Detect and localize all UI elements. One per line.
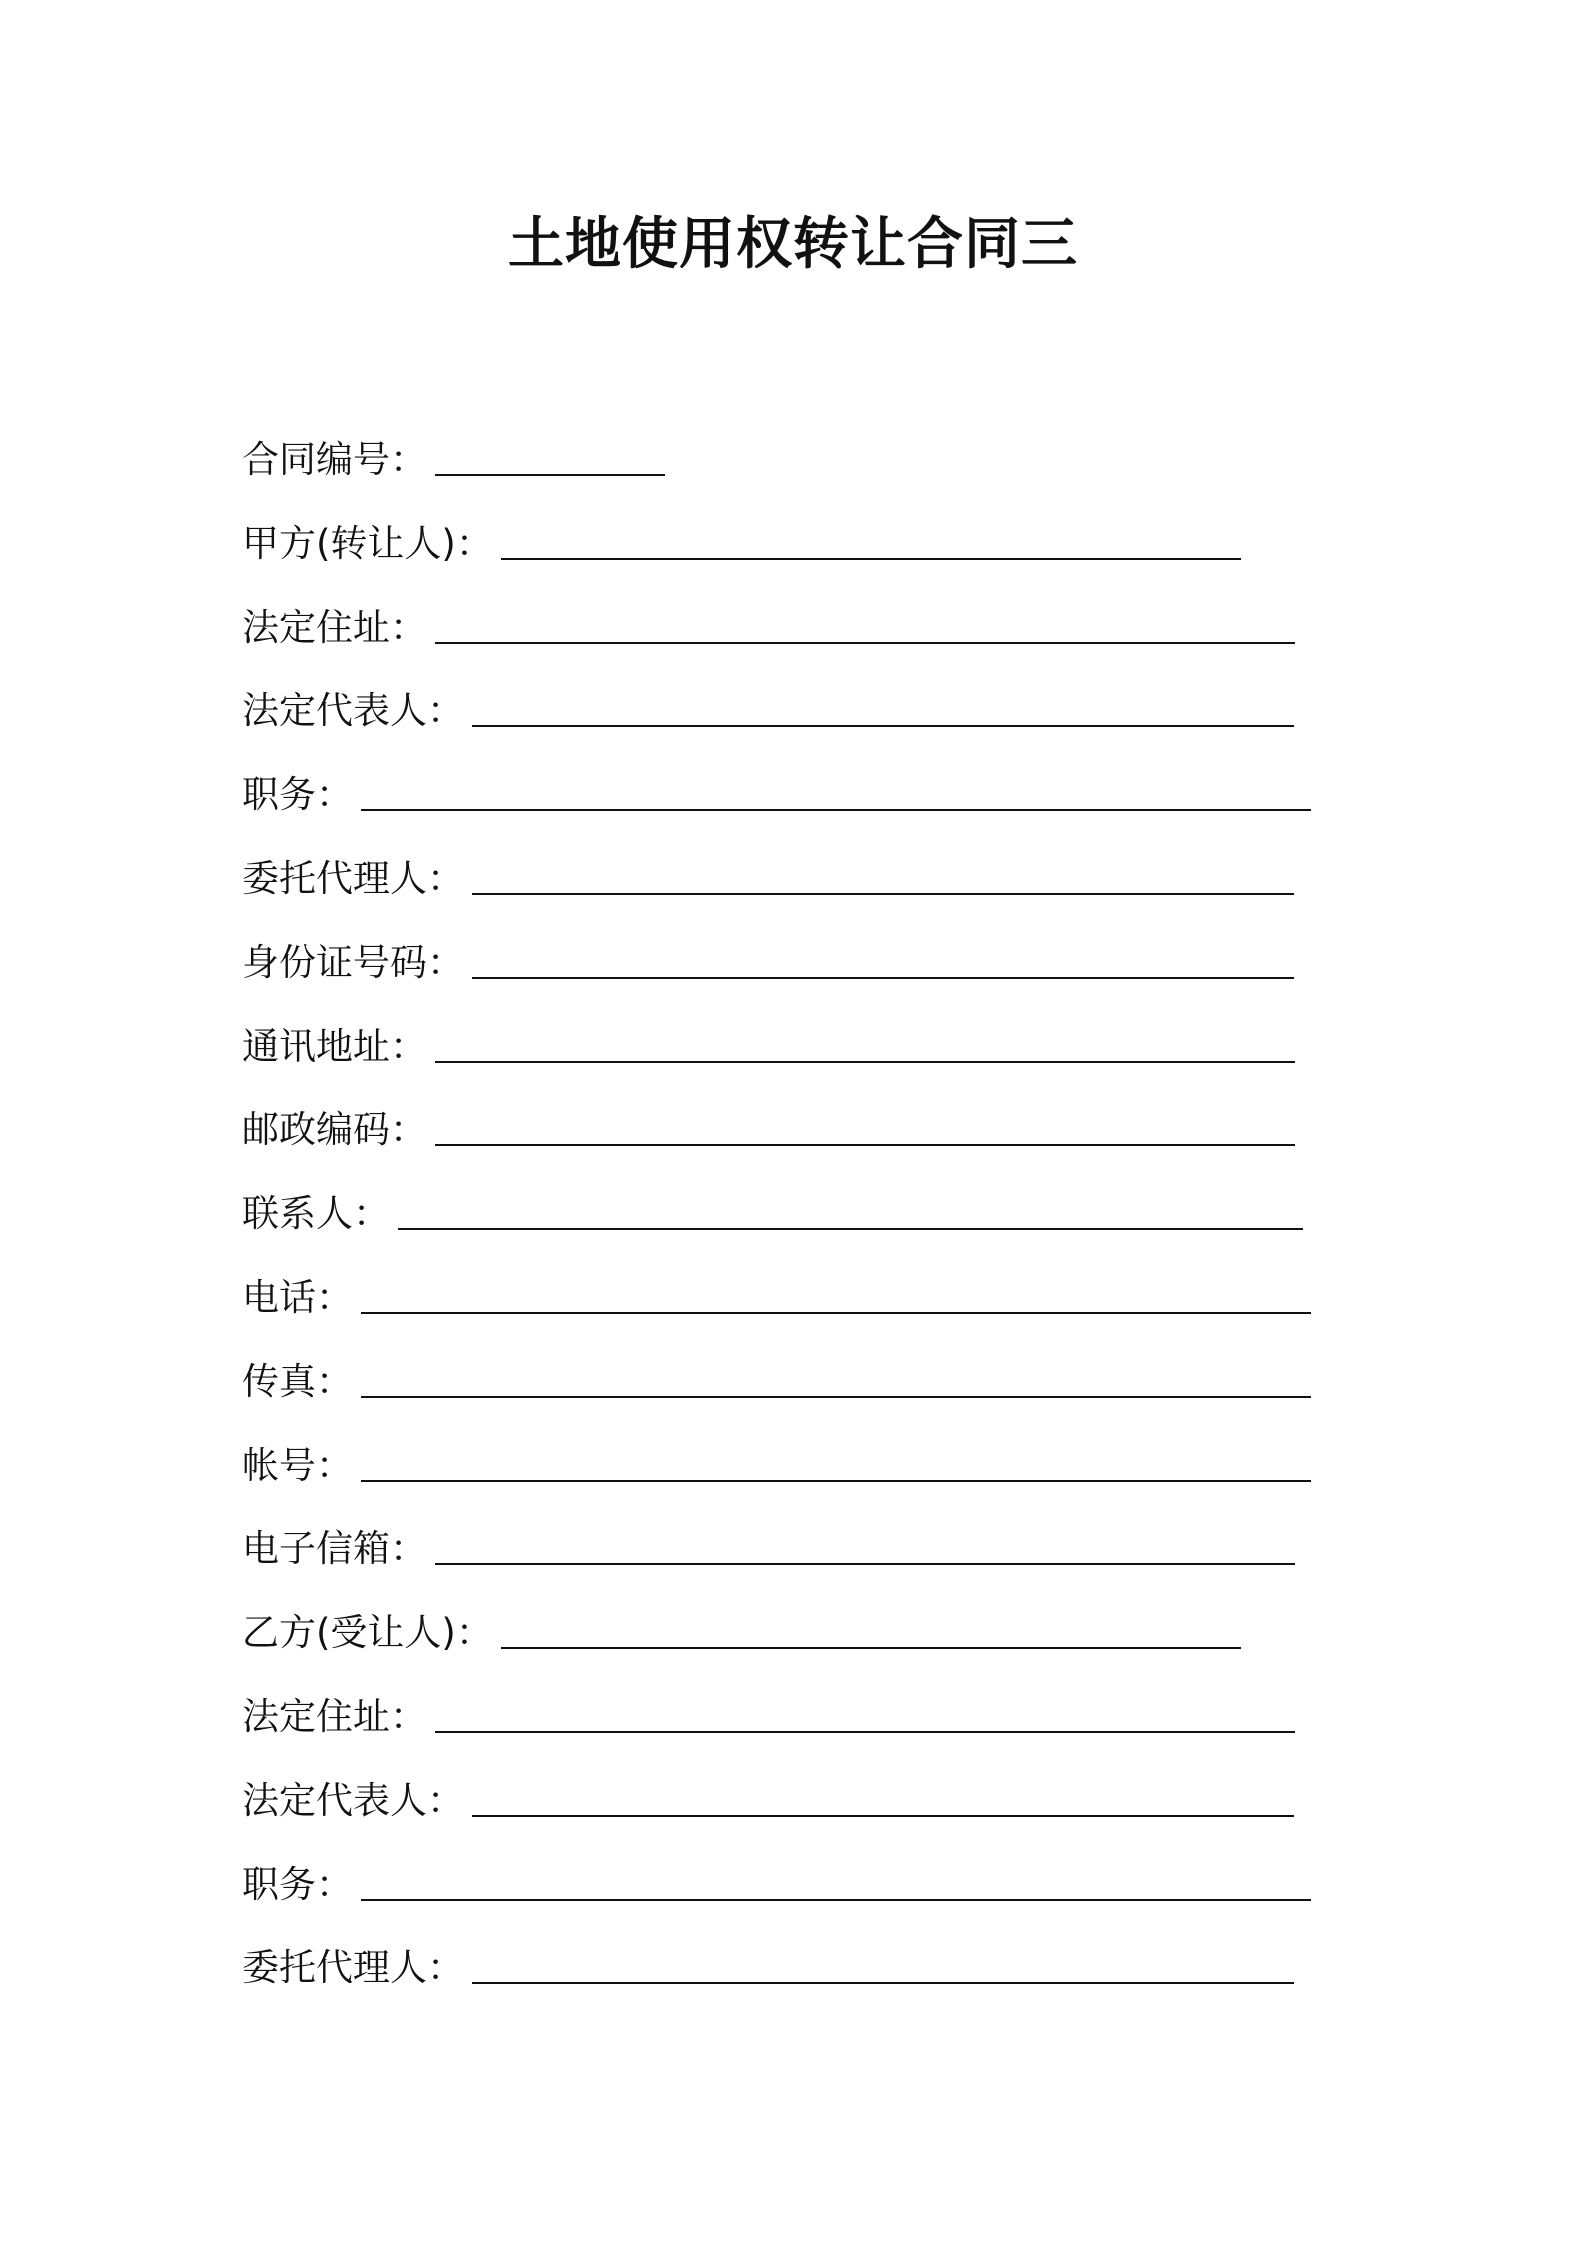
field-phone bbox=[242, 1244, 1352, 1328]
field-authorized-agent-b bbox=[242, 1915, 1352, 1999]
field-label: 帐号： bbox=[242, 1443, 353, 1487]
field-label: 法定住址： bbox=[242, 1694, 427, 1738]
fill-in-blank[interactable] bbox=[435, 642, 1295, 644]
fill-in-blank[interactable] bbox=[361, 809, 1311, 811]
field-label: 乙方(受让人)： bbox=[242, 1611, 493, 1655]
field-contract-number bbox=[242, 398, 1352, 490]
field-label: 邮政编码： bbox=[242, 1108, 427, 1152]
fill-in-blank[interactable] bbox=[361, 1480, 1311, 1482]
fill-in-blank[interactable] bbox=[398, 1228, 1303, 1230]
field-label: 身份证号码： bbox=[242, 940, 464, 984]
field-label: 甲方(转让人)： bbox=[242, 521, 493, 565]
field-email bbox=[242, 1496, 1352, 1580]
field-postal-code bbox=[242, 1077, 1352, 1161]
field-label: 电子信箱： bbox=[242, 1527, 427, 1571]
field-label: 联系人： bbox=[242, 1192, 390, 1236]
field-position-b bbox=[242, 1831, 1352, 1915]
field-label: 法定代表人： bbox=[242, 1778, 464, 1822]
fill-in-blank[interactable] bbox=[472, 977, 1294, 979]
field-label: 传真： bbox=[242, 1359, 353, 1403]
field-legal-representative bbox=[242, 658, 1352, 742]
field-party-a bbox=[242, 490, 1352, 574]
document-title: 土地使用权转让合同三 bbox=[508, 212, 1078, 277]
field-label: 委托代理人： bbox=[242, 1946, 464, 1990]
field-position bbox=[242, 741, 1352, 825]
field-label: 法定代表人： bbox=[242, 689, 464, 733]
field-party-b bbox=[242, 1579, 1352, 1663]
fill-in-blank[interactable] bbox=[361, 1312, 1311, 1314]
field-label: 委托代理人： bbox=[242, 856, 464, 900]
field-id-number bbox=[242, 909, 1352, 993]
contract-fields bbox=[242, 398, 1352, 1998]
fill-in-blank[interactable] bbox=[472, 1815, 1294, 1817]
field-fax bbox=[242, 1328, 1352, 1412]
fill-in-blank[interactable] bbox=[501, 1647, 1241, 1649]
field-legal-address-b bbox=[242, 1663, 1352, 1747]
field-legal-representative-b bbox=[242, 1747, 1352, 1831]
fill-in-blank[interactable] bbox=[435, 1563, 1295, 1565]
fill-in-blank[interactable] bbox=[435, 1731, 1295, 1733]
field-authorized-agent bbox=[242, 825, 1352, 909]
fill-in-blank[interactable] bbox=[472, 1982, 1294, 1984]
field-label: 通讯地址： bbox=[242, 1024, 427, 1068]
field-label: 合同编号： bbox=[242, 438, 427, 481]
field-contact-person bbox=[242, 1160, 1352, 1244]
fill-in-blank[interactable] bbox=[472, 893, 1294, 895]
field-label: 电话： bbox=[242, 1275, 353, 1319]
fill-in-blank[interactable] bbox=[472, 725, 1294, 727]
fill-in-blank[interactable] bbox=[435, 1061, 1295, 1063]
fill-in-blank[interactable] bbox=[501, 558, 1241, 560]
fill-in-blank[interactable] bbox=[361, 1396, 1311, 1398]
fill-in-blank[interactable] bbox=[361, 1899, 1311, 1901]
fill-in-blank[interactable] bbox=[435, 474, 665, 476]
field-account-number bbox=[242, 1412, 1352, 1496]
field-label: 职务： bbox=[242, 1862, 353, 1906]
field-label: 职务： bbox=[242, 773, 353, 817]
field-legal-address bbox=[242, 574, 1352, 658]
field-label: 法定住址： bbox=[242, 605, 427, 649]
fill-in-blank[interactable] bbox=[435, 1144, 1295, 1146]
field-mailing-address bbox=[242, 993, 1352, 1077]
